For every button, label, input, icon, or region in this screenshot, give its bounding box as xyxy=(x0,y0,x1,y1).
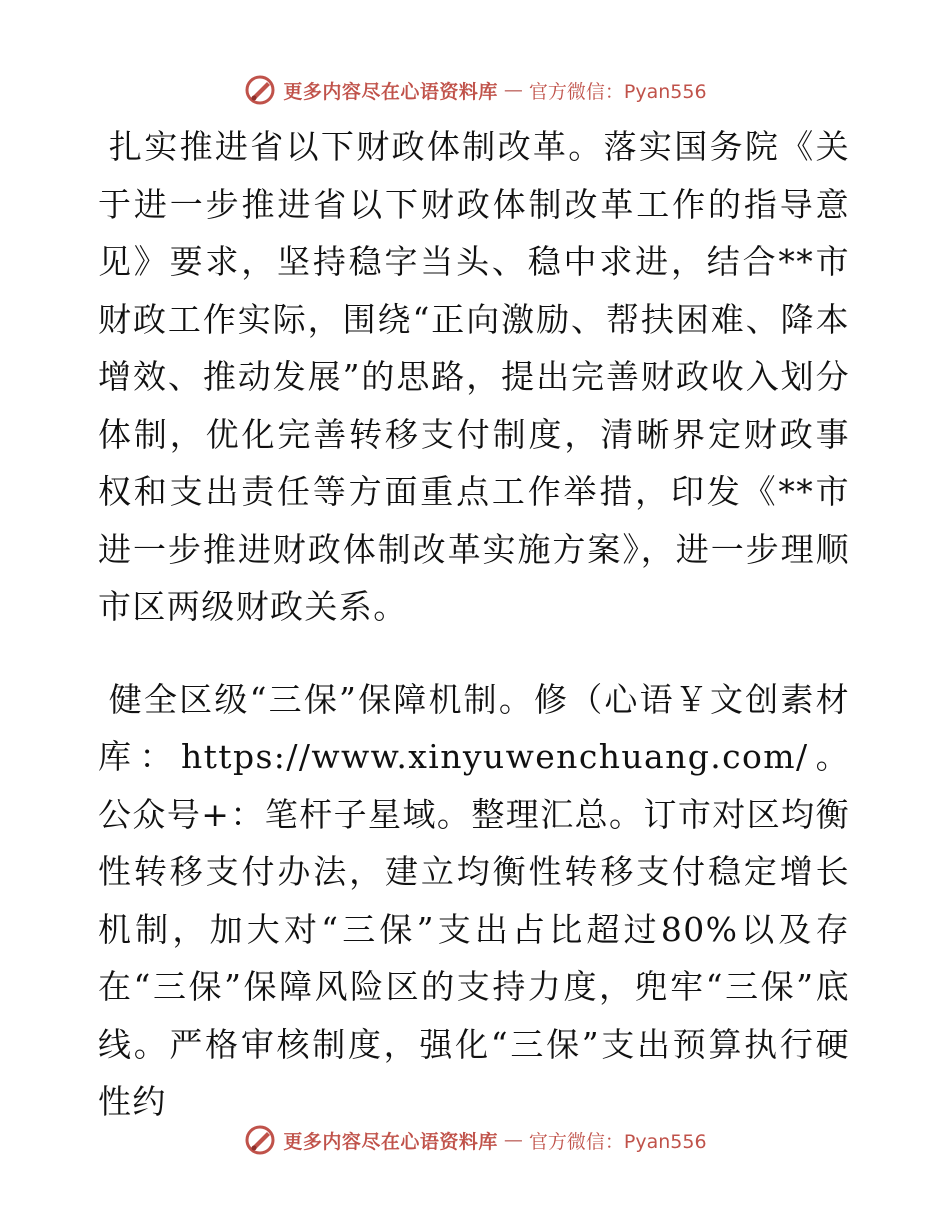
header-watermark xyxy=(0,70,950,110)
brush-circle-logo-icon xyxy=(243,73,277,107)
brush-circle-logo-icon xyxy=(243,1123,277,1157)
document-paragraph xyxy=(98,671,850,1131)
paragraph-text: 扎实推进省以下财政体制改革。落实国务院《关于进一步推进省以下财政体制改革工作的指导意见》要求，坚持稳字当头、稳中求进，结合**市财政工作实际，围绕“正向激励、帮扶困难、降本增效、推动发展”的思路，提出完善财政收入划分体制，优化完善转移支付制度，清晰界定财政事权和支出责任等方面重点工作举措，印发《**市进一步推进财政体制改革实施方案》，进一步理顺市区两级财政关系。 xyxy=(98,127,850,626)
document-paragraph xyxy=(98,118,850,636)
watermark-separator: — xyxy=(503,79,523,101)
watermark-separator: — xyxy=(503,1129,523,1151)
document-body xyxy=(98,118,850,1131)
watermark-brand-text: 更多内容尽在心语资料库 xyxy=(283,1130,498,1153)
watermark-contact-text: 官方微信：Pyan556 xyxy=(528,80,707,103)
watermark-brand-text: 更多内容尽在心语资料库 xyxy=(283,80,498,103)
paragraph-text: 健全区级“三保”保障机制。修（心语￥文创素材库：https://www.xinyuwenchuang.com/。公众号+：笔杆子星域。整理汇总。订市对区均衡性转移支付办法，建立均衡性转移支付稳定增长机制，加大对“三保”支出占比超过80%以及存在“三保”保障风险区的支持力度，兜牢“三保”底线。严格审核制度，强化“三保”支出预算执行硬性约 xyxy=(98,679,850,1121)
watermark-contact-text: 官方微信：Pyan556 xyxy=(528,1130,707,1153)
footer-watermark xyxy=(0,1120,950,1160)
